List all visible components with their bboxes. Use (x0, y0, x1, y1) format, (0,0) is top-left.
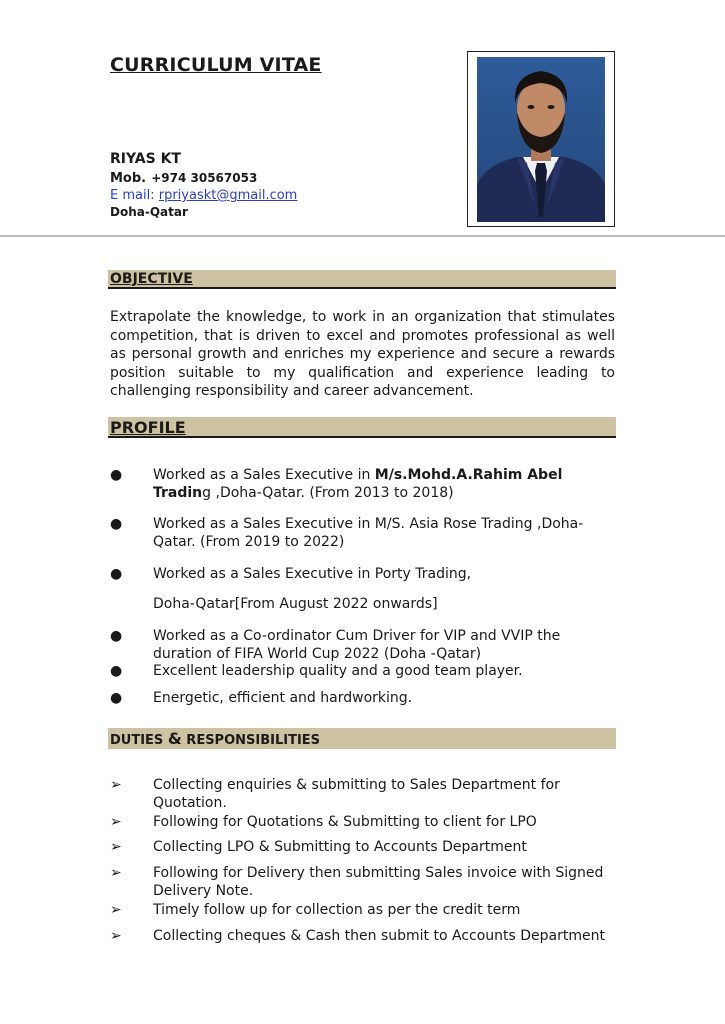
person-portrait-icon (477, 57, 605, 222)
duty-item (110, 776, 615, 812)
header-divider (0, 235, 725, 237)
profile-item (110, 662, 615, 680)
objective-heading: OBJECTIVE (108, 270, 616, 289)
profile-item-text: Worked as a Sales Executive in M/s.Mohd.A.Rahim Abel Trading ,Doha-Qatar. (From 2013 to 2018) (153, 467, 563, 501)
duty-item-text: Collecting cheques & Cash then submit to Accounts Department (153, 928, 605, 944)
duty-item-text: Following for Quotations & Submitting to client for LPO (153, 814, 537, 830)
arrow-bullet-icon: ➢ (110, 902, 122, 918)
duty-item (110, 813, 615, 831)
duty-item (110, 864, 615, 900)
bullet-icon: ● (110, 690, 123, 706)
duty-item-text: Following for Delivery then submitting Sales invoice with Signed Delivery Note. (153, 865, 604, 899)
duties-heading: DUTIES & RESPONSIBILITIES (108, 728, 616, 749)
bullet-icon: ● (110, 566, 123, 582)
duty-item-text: Timely follow up for collection as per the credit term (153, 902, 521, 918)
duty-item (110, 901, 615, 919)
arrow-bullet-icon: ➢ (110, 814, 122, 830)
arrow-bullet-icon: ➢ (110, 865, 122, 881)
profile-item (110, 515, 615, 551)
profile-heading: PROFILE (108, 417, 616, 438)
profile-photo-frame (467, 51, 615, 227)
bullet-icon: ● (110, 467, 123, 483)
contact-block (110, 151, 297, 221)
profile-item-text: Worked as a Sales Executive in M/S. Asia Rose Trading ,Doha-Qatar. (From 2019 to 2022) (153, 516, 584, 550)
duty-item (110, 838, 615, 856)
bullet-icon: ● (110, 628, 123, 644)
email-link[interactable]: rpriyaskt@gmail.com (158, 188, 298, 203)
mobile-number: +974 30567053 (151, 171, 258, 185)
mobile-label: Mob. (110, 171, 147, 186)
bullet-icon: ● (110, 516, 123, 532)
profile-photo (477, 57, 605, 222)
profile-item-text: Worked as a Sales Executive in Porty Trading, (153, 566, 472, 582)
arrow-bullet-icon: ➢ (110, 777, 122, 793)
location: Doha-Qatar (110, 205, 188, 219)
candidate-name: RIYAS KT (110, 151, 181, 167)
email-line (110, 187, 297, 204)
profile-item-text: Doha-Qatar[From August 2022 onwards] (153, 596, 438, 612)
objective-text: Extrapolate the knowledge, to work in an organization that stimulates competition, that is driven to excel and promotes professional as well as personal growth and enriches my experience and secure a rewards position suitable to my qualification and experience leading to challenging responsibility and career advancement. (110, 309, 615, 399)
mobile-line (110, 168, 297, 187)
profile-item-text: Energetic, efficient and hardworking. (153, 690, 413, 706)
profile-item (110, 466, 615, 502)
profile-item (110, 565, 615, 583)
arrow-bullet-icon: ➢ (110, 928, 122, 944)
cv-title: CURRICULUM VITAE (110, 54, 322, 76)
duty-item-text: Collecting enquiries & submitting to Sales Department for Quotation. (153, 777, 560, 811)
duty-item-text: Collecting LPO & Submitting to Accounts Department (153, 839, 527, 855)
bullet-icon: ● (110, 663, 123, 679)
profile-item-continued (110, 595, 615, 613)
arrow-bullet-icon: ➢ (110, 839, 122, 855)
profile-item (110, 627, 615, 663)
email-label: E mail: (110, 188, 155, 203)
profile-item-text: Worked as a Co-ordinator Cum Driver for VIP and VVIP the duration of FIFA World Cup 2022 (Doha -Qatar) (153, 628, 561, 662)
profile-item-text: Excellent leadership quality and a good team player. (153, 663, 523, 679)
duty-item (110, 927, 615, 945)
profile-item (110, 689, 615, 707)
